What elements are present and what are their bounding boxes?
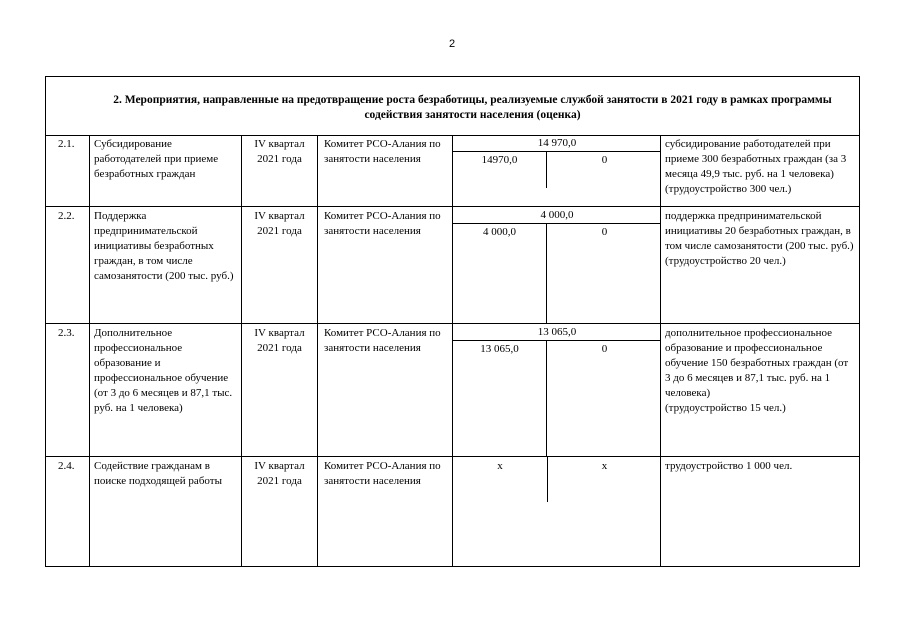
financing-cell [453, 457, 661, 566]
financing-regional: х [601, 460, 608, 472]
table-row [46, 324, 859, 457]
row-number: 2.4. [46, 457, 90, 566]
executor: Комитет РСО-Алания по занятости населения [318, 457, 453, 566]
row-number: 2.2. [46, 207, 90, 323]
expected-result: поддержка предпринимательской инициативы 20 безработных граждан, в том числе самозанятости (200 тыс. руб.) (трудоустройство 20 чел.) [665, 210, 854, 267]
row-number: 2.1. [46, 135, 90, 206]
section-header [46, 77, 859, 136]
measure-name: Субсидирование работодателей при приеме безработных граждан [90, 135, 242, 206]
period: IV квартал 2021 года [242, 324, 318, 456]
measure-name: Содействие гражданам в поиске подходящей работы [90, 457, 242, 566]
period: IV квартал 2021 года [242, 457, 318, 566]
expected-result: субсидирование работодателей при приеме 300 безработных граждан (за 3 месяца 49,9 тыс. руб. на 1 человека) (трудоустройство 300 чел.) [665, 138, 847, 195]
expected-result: трудоустройство 1 000 чел. [665, 460, 793, 472]
financing-total: 14 970,0 [453, 135, 661, 152]
expected-result: дополнительное профессиональное образование и профессиональное обучение 150 безработных граждан (от 3 до 6 месяцев и 87,1 тыс. руб. на 1 человека) (трудоустройство 15 чел.) [665, 327, 849, 414]
financing-regional: 0 [601, 343, 608, 355]
financing-federal: х [497, 460, 503, 472]
financing-total: 13 065,0 [453, 324, 661, 341]
executor: Комитет РСО-Алания по занятости населения [318, 207, 453, 323]
financing-cell [453, 324, 661, 456]
financing-federal: 13 065,0 [453, 341, 547, 456]
financing-cell [453, 135, 661, 206]
page-number: 2 [448, 38, 456, 50]
table-row [46, 207, 859, 324]
table-row [46, 457, 859, 566]
financing-total: 4 000,0 [453, 207, 661, 224]
section-title: 2. Мероприятия, направленные на предотвращение роста безработицы, реализуемые службой занятости в 2021 году в рамках программы содействия занятости населения (оценка) [113, 94, 832, 121]
period: IV квартал 2021 года [242, 207, 318, 323]
period: IV квартал 2021 года [242, 135, 318, 206]
financing-cell [453, 207, 661, 323]
measure-name: Поддержка предпринимательской инициативы безработных граждан, в том числе самозанятости (200 тыс. руб.) [90, 207, 242, 323]
financing-federal: 4 000,0 [453, 224, 547, 323]
financing-regional: 0 [601, 226, 608, 238]
table-row [46, 135, 859, 207]
executor: Комитет РСО-Алания по занятости населения [318, 135, 453, 206]
row-number: 2.3. [46, 324, 90, 456]
financing-regional: 0 [601, 154, 608, 166]
measure-name: Дополнительное профессиональное образование и профессиональное обучение (от 3 до 6 месяцев и 87,1 тыс. руб. на 1 человека) [90, 324, 242, 456]
financing-federal: 14970,0 [453, 152, 547, 188]
measures-table [45, 76, 860, 567]
executor: Комитет РСО-Алания по занятости населения [318, 324, 453, 456]
